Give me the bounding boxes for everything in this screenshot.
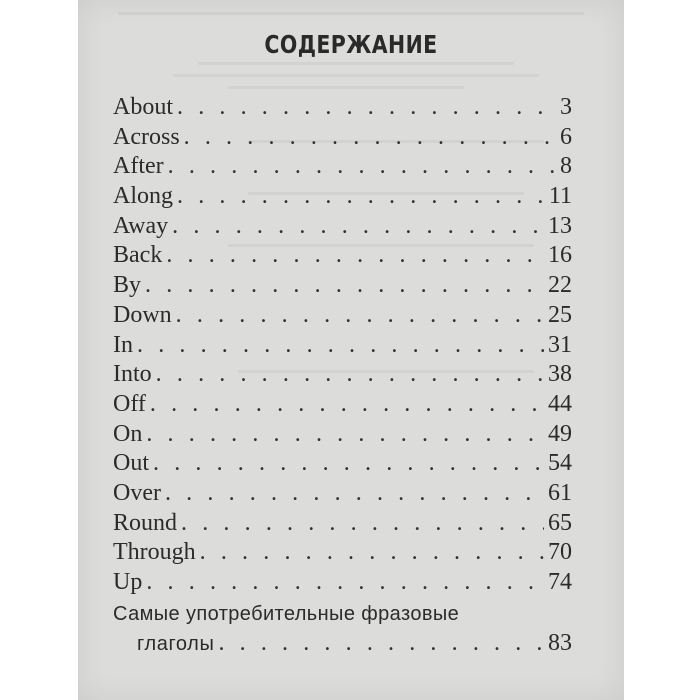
page-title: СОДЕРЖАНИЕ [264, 30, 438, 59]
toc-entry-page: 54 [548, 450, 572, 477]
toc-entry-multiline [113, 600, 572, 658]
toc-entry-page: 13 [548, 212, 572, 239]
toc-entry-page: 70 [548, 539, 572, 566]
toc-entry [113, 123, 572, 153]
toc-entry [113, 93, 572, 123]
toc-entry-page: 31 [548, 331, 572, 358]
toc-entry-page: 74 [548, 569, 572, 595]
toc-entry-name: Over [113, 479, 161, 506]
dot-leader [168, 152, 556, 182]
dot-leader [172, 212, 544, 242]
toc-entry-name: Round [113, 509, 178, 536]
bleed-through-line [118, 12, 584, 15]
dot-leader [145, 271, 544, 301]
toc-entry-page: 65 [548, 509, 572, 536]
toc-entry-page: 3 [560, 94, 572, 120]
bleed-through-line [198, 62, 514, 65]
toc-entry [113, 360, 572, 390]
toc-entry [113, 538, 572, 568]
bleed-through-line [228, 86, 464, 89]
dot-leader [177, 182, 545, 212]
dot-leader [166, 241, 544, 271]
toc-entry-name-line1: Самые употребительные фразовые [113, 603, 460, 625]
toc-entry-name-line2: глаголы [137, 633, 215, 655]
book-page [78, 0, 624, 700]
toc-entry-name: Through [113, 539, 196, 566]
toc-entry-name: Off [113, 390, 146, 417]
dot-leader [146, 568, 544, 598]
toc-entry-name: On [113, 420, 143, 447]
toc-entry [113, 152, 572, 182]
toc-entry [113, 420, 572, 450]
dot-leader [153, 449, 544, 479]
toc-entry [113, 241, 572, 271]
toc-entry-name: Out [113, 450, 149, 477]
toc-entry-name: Along [113, 183, 173, 210]
dot-leader [137, 331, 544, 361]
toc-entry-page: 49 [548, 420, 572, 447]
toc-entry-page: 22 [548, 272, 572, 299]
toc-entry [113, 212, 572, 242]
dot-leader [150, 390, 544, 420]
dot-leader [181, 509, 544, 539]
toc-entry-name: Back [113, 242, 163, 269]
toc-entry-page: 8 [560, 153, 572, 180]
toc-entry-page: 38 [548, 361, 572, 388]
toc-entry-page: 11 [548, 183, 572, 210]
toc-entry [113, 301, 572, 331]
toc-entry-name: Down [113, 301, 172, 328]
toc-entry [113, 449, 572, 479]
dot-leader [176, 301, 544, 331]
dot-leader [165, 479, 544, 509]
toc-entry-page: 44 [548, 390, 572, 417]
toc-entry-name: Away [113, 212, 169, 239]
toc-entry [113, 331, 572, 361]
dot-leader [146, 420, 544, 450]
toc-entry [113, 271, 572, 301]
toc-entry-page: 61 [548, 479, 572, 506]
dot-leader [184, 123, 556, 153]
toc-entry-page: 83 [548, 630, 572, 656]
toc-entry-name: Up [113, 569, 143, 595]
toc-entry [113, 568, 572, 598]
dot-leader [156, 360, 544, 390]
toc-entry [113, 182, 572, 212]
toc-entry-page: 6 [560, 123, 572, 150]
dot-leader [200, 538, 544, 568]
bleed-through-line [173, 74, 539, 77]
toc-entry-line2 [113, 628, 572, 658]
dot-leader [218, 628, 544, 658]
toc-entry-page: 25 [548, 301, 572, 328]
toc-entry-name: Into [113, 361, 152, 388]
toc-entry-name: After [113, 153, 164, 180]
toc-entry [113, 390, 572, 420]
toc-entry [113, 509, 572, 539]
toc-entry-name: In [113, 331, 133, 358]
dot-leader [177, 93, 556, 123]
toc-entry-page: 16 [548, 242, 572, 269]
toc-entry-name: Across [113, 123, 180, 150]
toc-entry [113, 479, 572, 509]
toc-entry-name: By [113, 272, 142, 299]
table-of-contents [113, 93, 572, 598]
toc-entry-name: About [113, 94, 173, 120]
